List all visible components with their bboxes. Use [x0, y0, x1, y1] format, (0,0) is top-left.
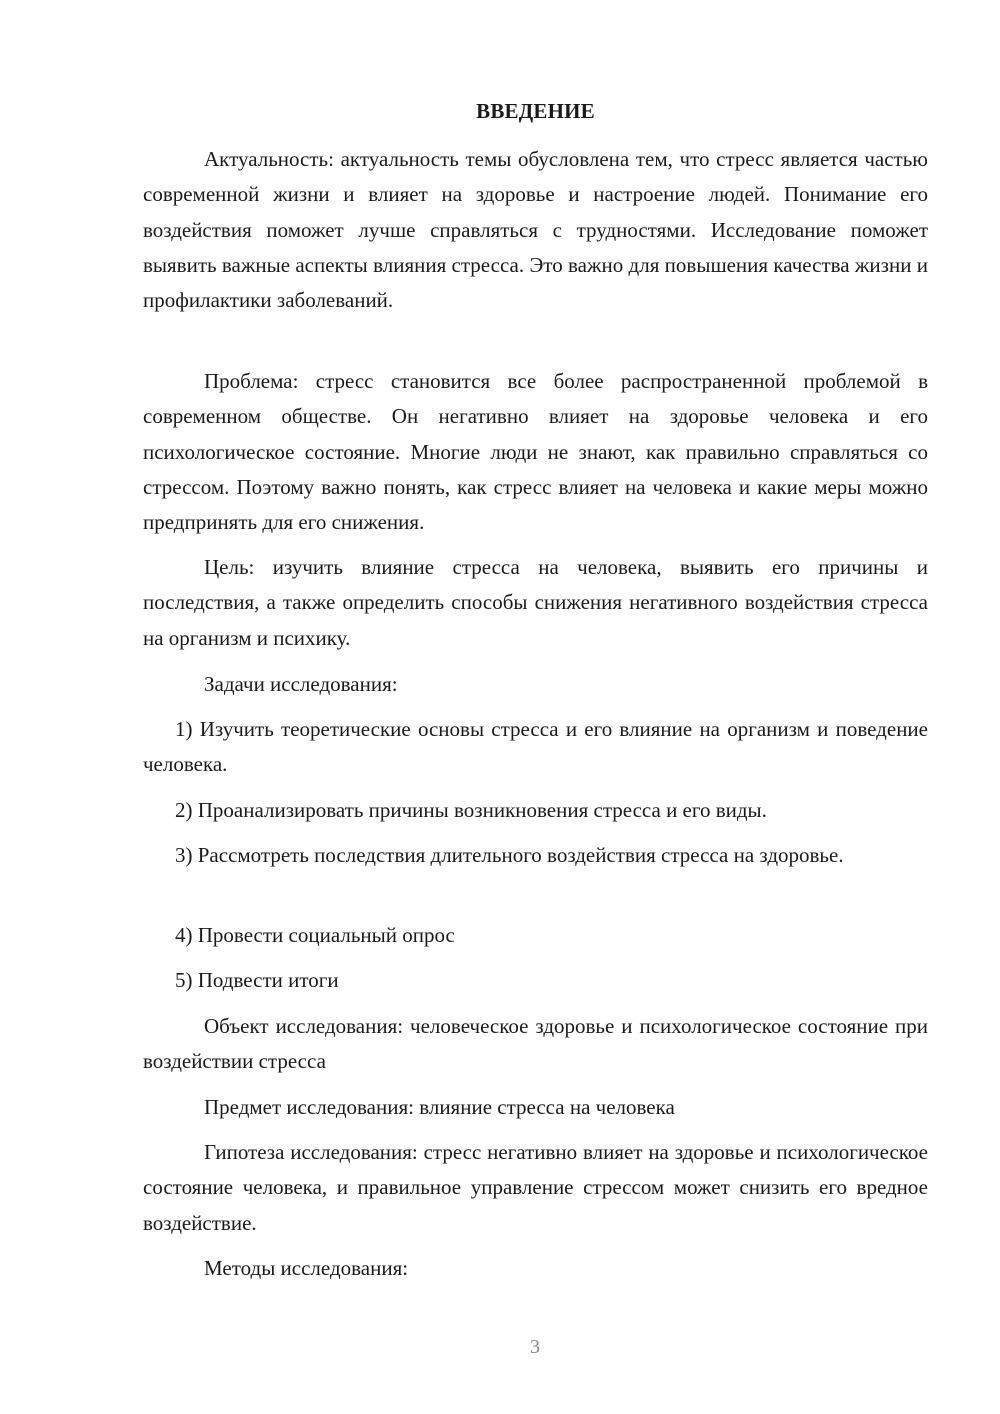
methods-heading: Методы исследования:	[204, 1256, 409, 1280]
paragraph-relevance: Актуальность: актуальность темы обусловлена тем, что стресс является частью современной жизни и влияет на здоровье и настроение людей. Понимание его воздействия поможет лучше справляться с трудностями. Исследование поможет выявить важные аспекты влияния стресса. Это важно для повышения качества жизни и профилактики заболеваний.	[143, 147, 928, 313]
paragraph-subject: Предмет исследования: влияние стресса на человека	[204, 1095, 675, 1119]
paragraph-hypothesis: Гипотеза исследования: стресс негативно влияет на здоровье и психологическое состояние человека, и правильное управление стрессом может снизить его вредное воздействие.	[143, 1140, 928, 1235]
task-item-2: 2) Проанализировать причины возникновения стресса и его виды.	[175, 798, 767, 822]
page-number: 3	[530, 1336, 540, 1358]
task-item-3: 3) Рассмотреть последствия длительного воздействия стресса на здоровье.	[175, 843, 844, 867]
paragraph-problem: Проблема: стресс становится все более распространенной проблемой в современном обществе. Он негативно влияет на здоровье человека и его психологическое состояние. Многие люди не знают, как правильно справляться со стрессом. Поэтому важно понять, как стресс влияет на человека и какие меры можно предпринять для его снижения.	[143, 369, 928, 535]
tasks-heading: Задачи исследования:	[204, 672, 398, 696]
task-item-4: 4) Провести социальный опрос	[175, 923, 455, 947]
section-title: ВВЕДЕНИЕ	[476, 99, 595, 123]
paragraph-goal: Цель: изучить влияние стресса на человека, выявить его причины и последствия, а также определить способы снижения негативного воздействия стресса на организм и психику.	[143, 555, 928, 650]
task-item-5: 5) Подвести итоги	[175, 968, 339, 992]
task-item-1: 1) Изучить теоретические основы стресса и его влияние на организм и поведение человека.	[143, 717, 928, 777]
paragraph-object: Объект исследования: человеческое здоровье и психологическое состояние при воздействии стресса	[143, 1014, 928, 1074]
